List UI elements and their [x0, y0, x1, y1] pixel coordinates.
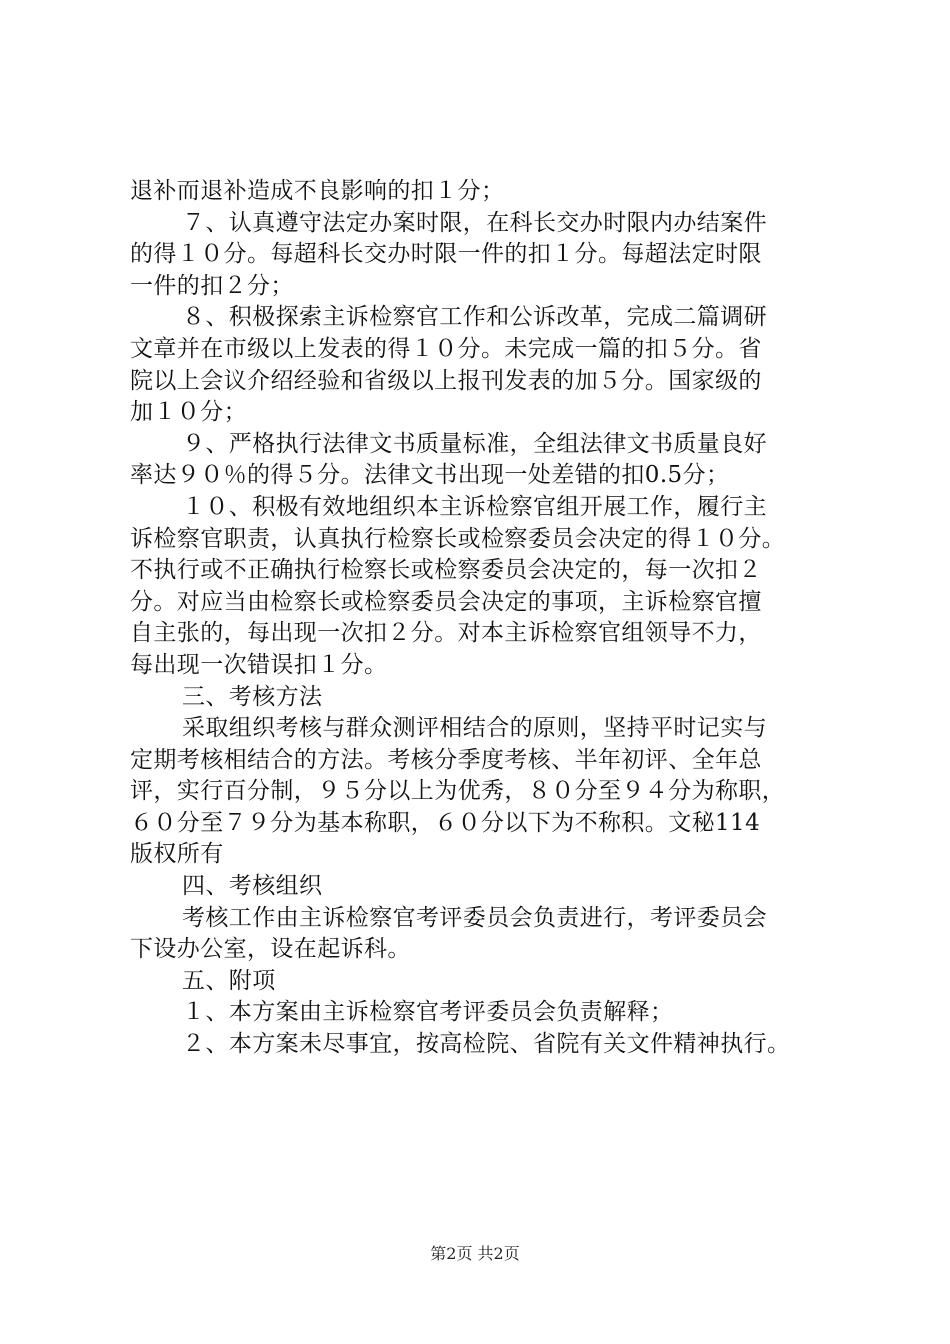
text-line: 下设办公室，设在起诉科。 — [130, 936, 411, 963]
text-line: 自主张的，每出现一次扣２分。对本主诉检察官组领导不力， — [130, 620, 762, 647]
text-line: 诉检察官职责，认真执行检察长或检察委员会决定的得１０分。 — [130, 525, 786, 552]
text-line: 一件的扣２分； — [130, 272, 294, 299]
text-line: 四、考核组织 — [182, 873, 323, 900]
text-line: 率达９０％的得５分。法律文书出现一处差错的扣0.5分； — [130, 462, 730, 489]
text-line: 院以上会议介绍经验和省级以上报刊发表的加５分。国家级的 — [130, 367, 762, 394]
text-line: 加１０分； — [130, 399, 247, 426]
text-line: 文章并在市级以上发表的得１０分。未完成一篇的扣５分。省 — [130, 335, 762, 362]
text-line: ８、积极探索主诉检察官工作和公诉改革，完成二篇调研 — [182, 304, 767, 331]
text-line: ９、严格执行法律文书质量标准，全组法律文书质量良好 — [182, 430, 767, 457]
text-line: 五、附项 — [182, 967, 276, 994]
text-line: 三、考核方法 — [182, 683, 323, 710]
text-line: １０、积极有效地组织本主诉检察官组开展工作，履行主 — [182, 493, 767, 520]
text-line: 分。对应当由检察长或检察委员会决定的事项，主诉检察官擅 — [130, 588, 762, 615]
text-line: 采取组织考核与群众测评相结合的原则，坚持平时记实与 — [182, 715, 767, 742]
text-line: ７、认真遵守法定办案时限，在科长交办时限内办结案件 — [182, 209, 767, 236]
text-line: 每出现一次错误扣１分。 — [130, 651, 388, 678]
text-line: 定期考核相结合的方法。考核分季度考核、半年初评、全年总 — [130, 746, 762, 773]
text-line: 不执行或不正确执行检察长或检察委员会决定的，每一次扣２ — [130, 557, 762, 584]
text-line: 版权所有 — [130, 841, 224, 868]
text-line: 退补而退补造成不良影响的扣１分； — [130, 178, 505, 204]
page-footer: 第2页 共2页 — [430, 1244, 520, 1263]
text-line: 评，实行百分制，９５分以上为优秀，８０分至９４分为称职， — [130, 778, 786, 805]
text-line: 的得１０分。每超科长交办时限一件的扣１分。每超法定时限 — [130, 241, 762, 268]
text-line: 考核工作由主诉检察官考评委员会负责进行，考评委员会 — [182, 904, 767, 931]
text-line: ２、本方案未尽事宜，按高检院、省院有关文件精神执行。 — [182, 1031, 791, 1058]
document-body — [130, 176, 840, 1061]
text-line: ６０分至７９分为基本称职，６０分以下为不称积。文秘114 — [130, 809, 761, 836]
text-line: １、本方案由主诉检察官考评委员会负责解释； — [182, 999, 674, 1026]
